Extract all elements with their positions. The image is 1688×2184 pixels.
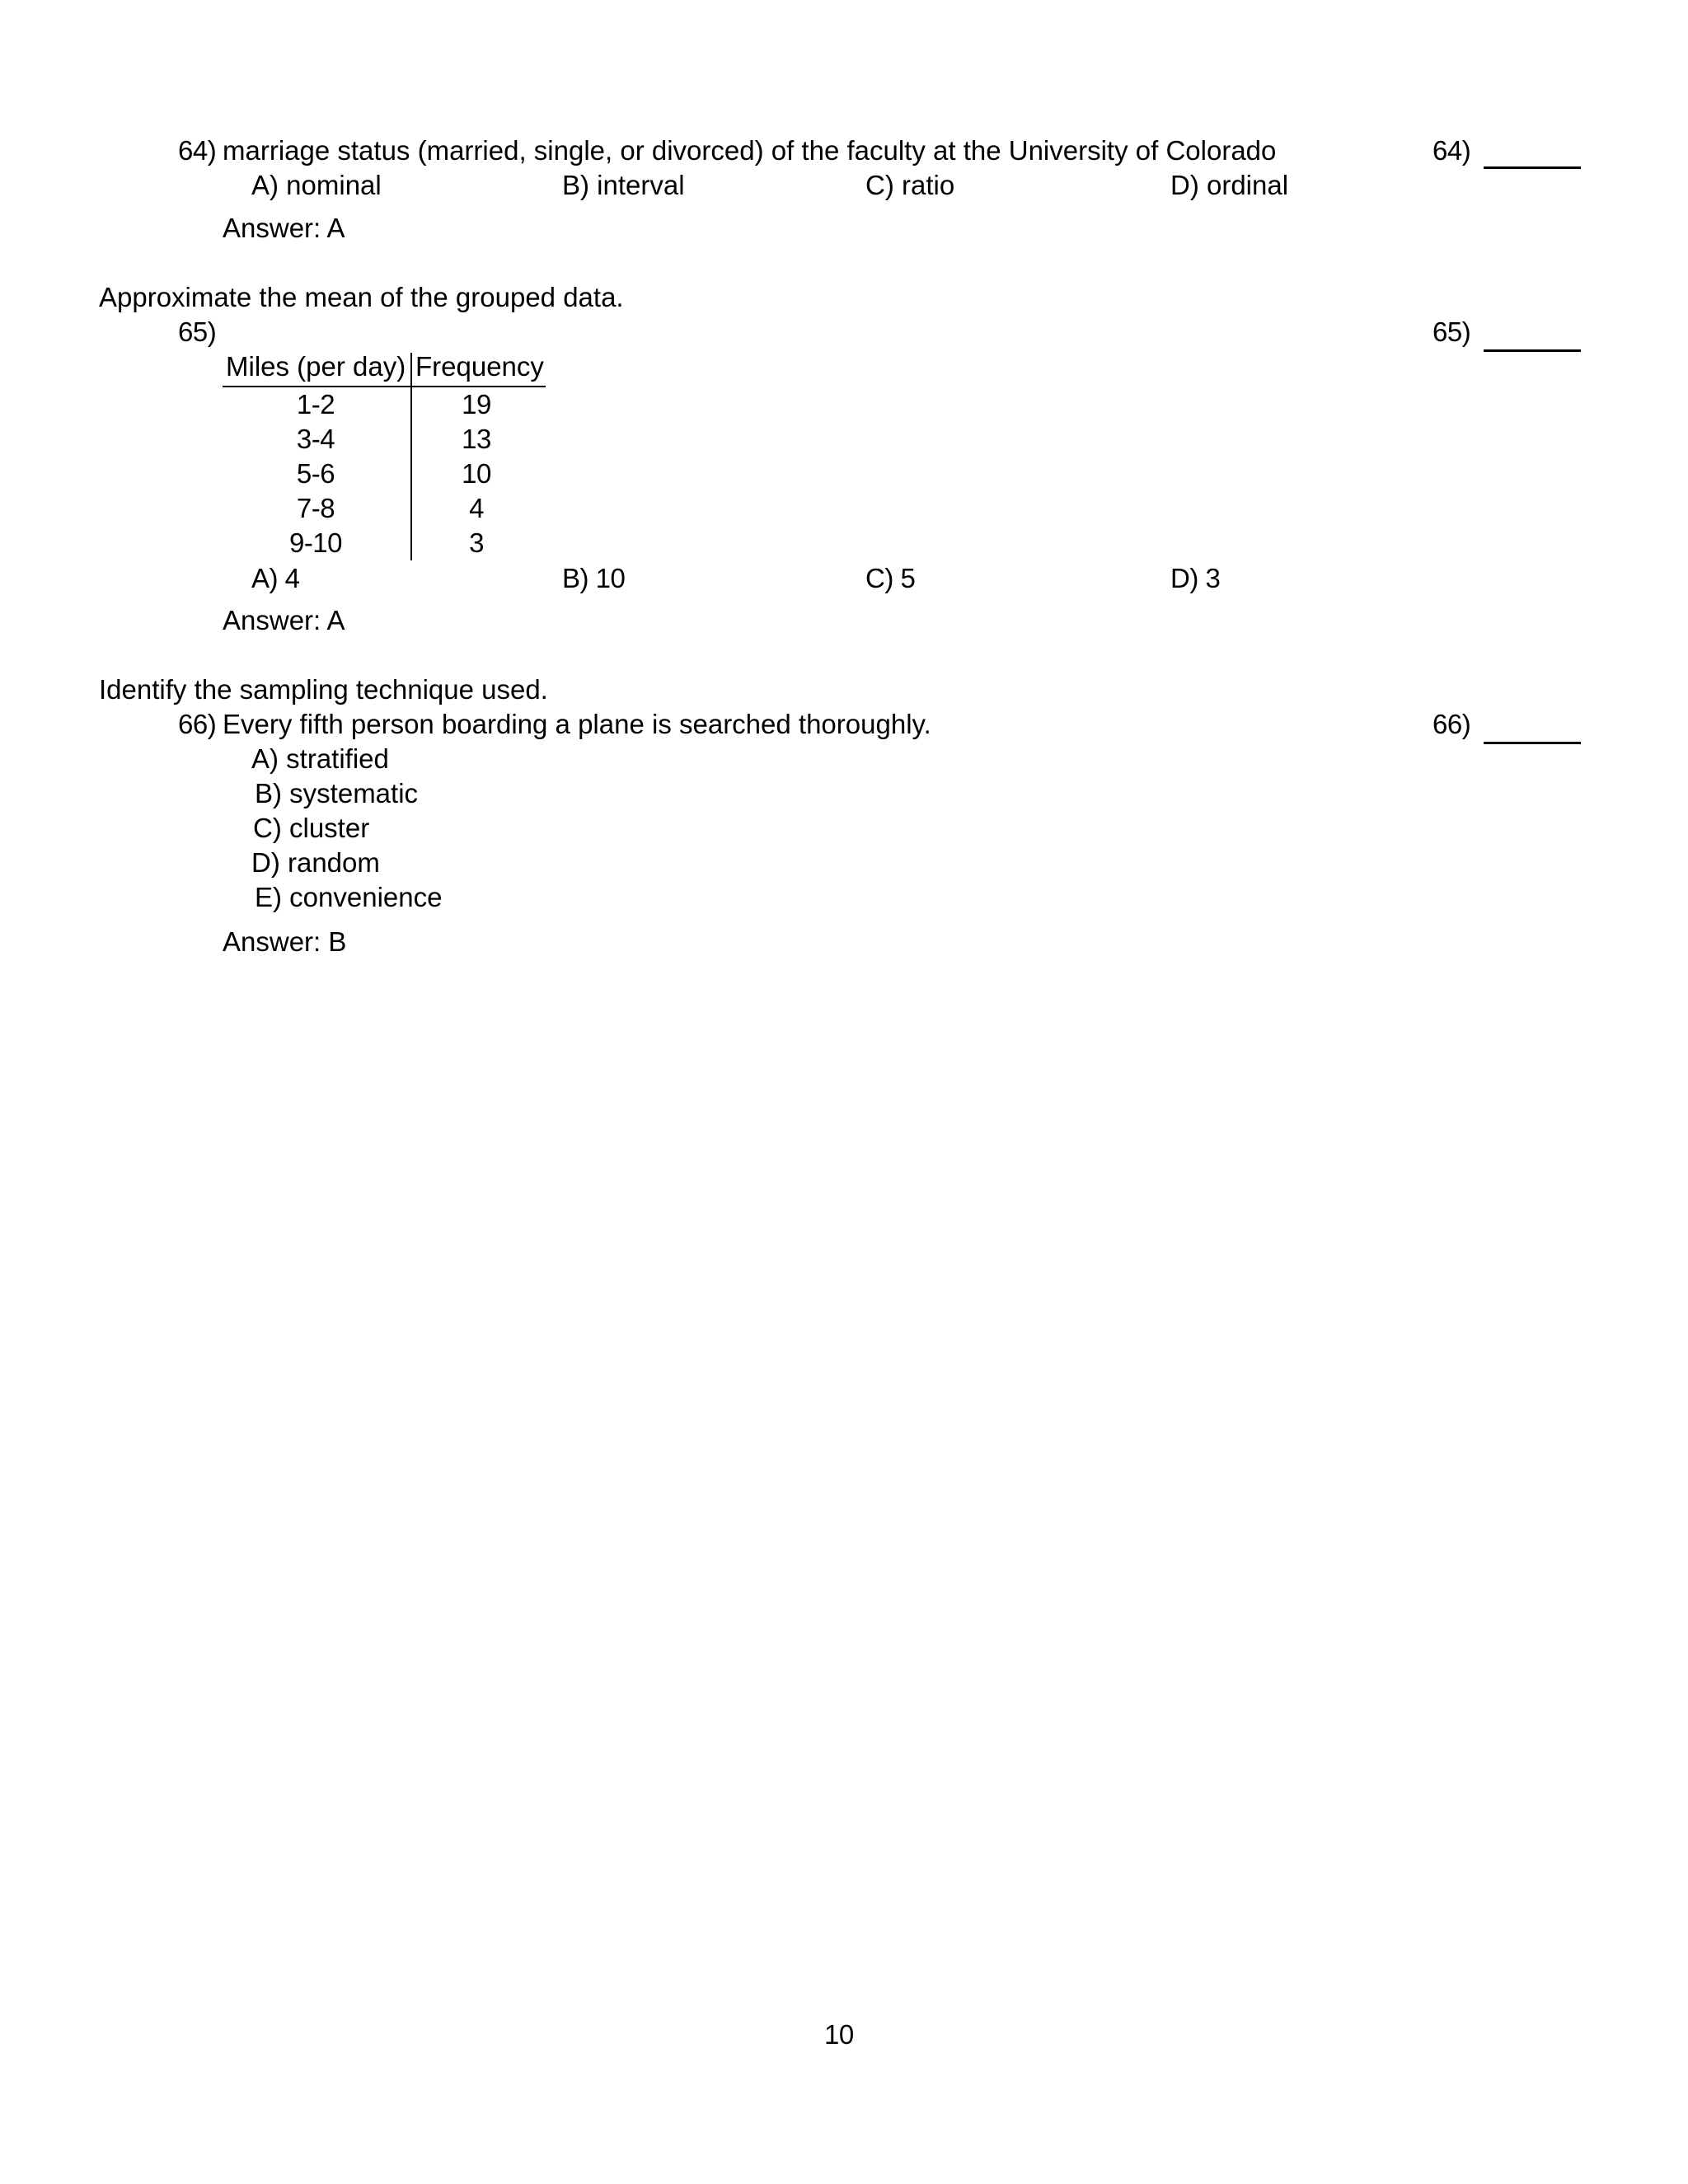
section-instruction-mean: Approximate the mean of the grouped data. (99, 282, 624, 312)
q66-answer: Answer: B (223, 926, 347, 957)
q65-answer: Answer: A (223, 605, 345, 635)
q65-choice-d: D) 3 (1170, 563, 1221, 593)
question-66-text: Every fifth person boarding a plane is searched thoroughly. (223, 709, 931, 739)
q64-choice-d: D) ordinal (1170, 170, 1289, 200)
table-header-frequency: Frequency (415, 351, 544, 382)
answer-blank-65 (1484, 349, 1581, 352)
table-cell-frequency: 4 (469, 493, 484, 523)
q66-choice-d: D) random (251, 847, 380, 878)
q66-choice-c: C) cluster (253, 813, 370, 843)
answer-blank-66 (1484, 742, 1581, 744)
q65-choice-b: B) 10 (562, 563, 626, 593)
q64-choice-b: B) interval (562, 170, 685, 200)
q64-choice-c: C) ratio (865, 170, 955, 200)
table-cell-miles: 9-10 (288, 527, 343, 558)
q65-choice-a: A) 4 (251, 563, 300, 593)
question-66-number: 66) (178, 709, 217, 739)
page-number: 10 (824, 2019, 854, 2050)
q64-choice-a: A) nominal (251, 170, 382, 200)
question-65-margin-number: 65) (1432, 316, 1471, 347)
q66-choice-e: E) convenience (255, 882, 443, 912)
section-instruction-sampling: Identify the sampling technique used. (99, 674, 548, 705)
q66-choice-b: B) systematic (255, 778, 419, 808)
question-64-margin-number: 64) (1432, 135, 1471, 166)
table-header-rule (223, 386, 546, 387)
question-65-number: 65) (178, 316, 217, 347)
answer-blank-64 (1484, 166, 1581, 169)
table-cell-miles: 1-2 (296, 389, 335, 419)
question-64-number: 64) (178, 135, 217, 166)
table-cell-frequency: 10 (462, 458, 491, 489)
table-cell-miles: 3-4 (296, 424, 335, 454)
q66-choice-a: A) stratified (251, 743, 389, 774)
q64-answer: Answer: A (223, 213, 345, 243)
table-cell-miles: 5-6 (296, 458, 335, 489)
question-64-text: marriage status (married, single, or divorced) of the faculty at the University of Colorado (223, 135, 1277, 166)
table-header-miles: Miles (per day) (226, 351, 406, 382)
question-66-margin-number: 66) (1432, 709, 1471, 739)
table-cell-frequency: 3 (469, 527, 484, 558)
table-cell-frequency: 13 (462, 424, 491, 454)
q65-choice-c: C) 5 (865, 563, 916, 593)
table-cell-frequency: 19 (462, 389, 491, 419)
table-cell-miles: 7-8 (296, 493, 335, 523)
table-column-divider (410, 353, 412, 560)
